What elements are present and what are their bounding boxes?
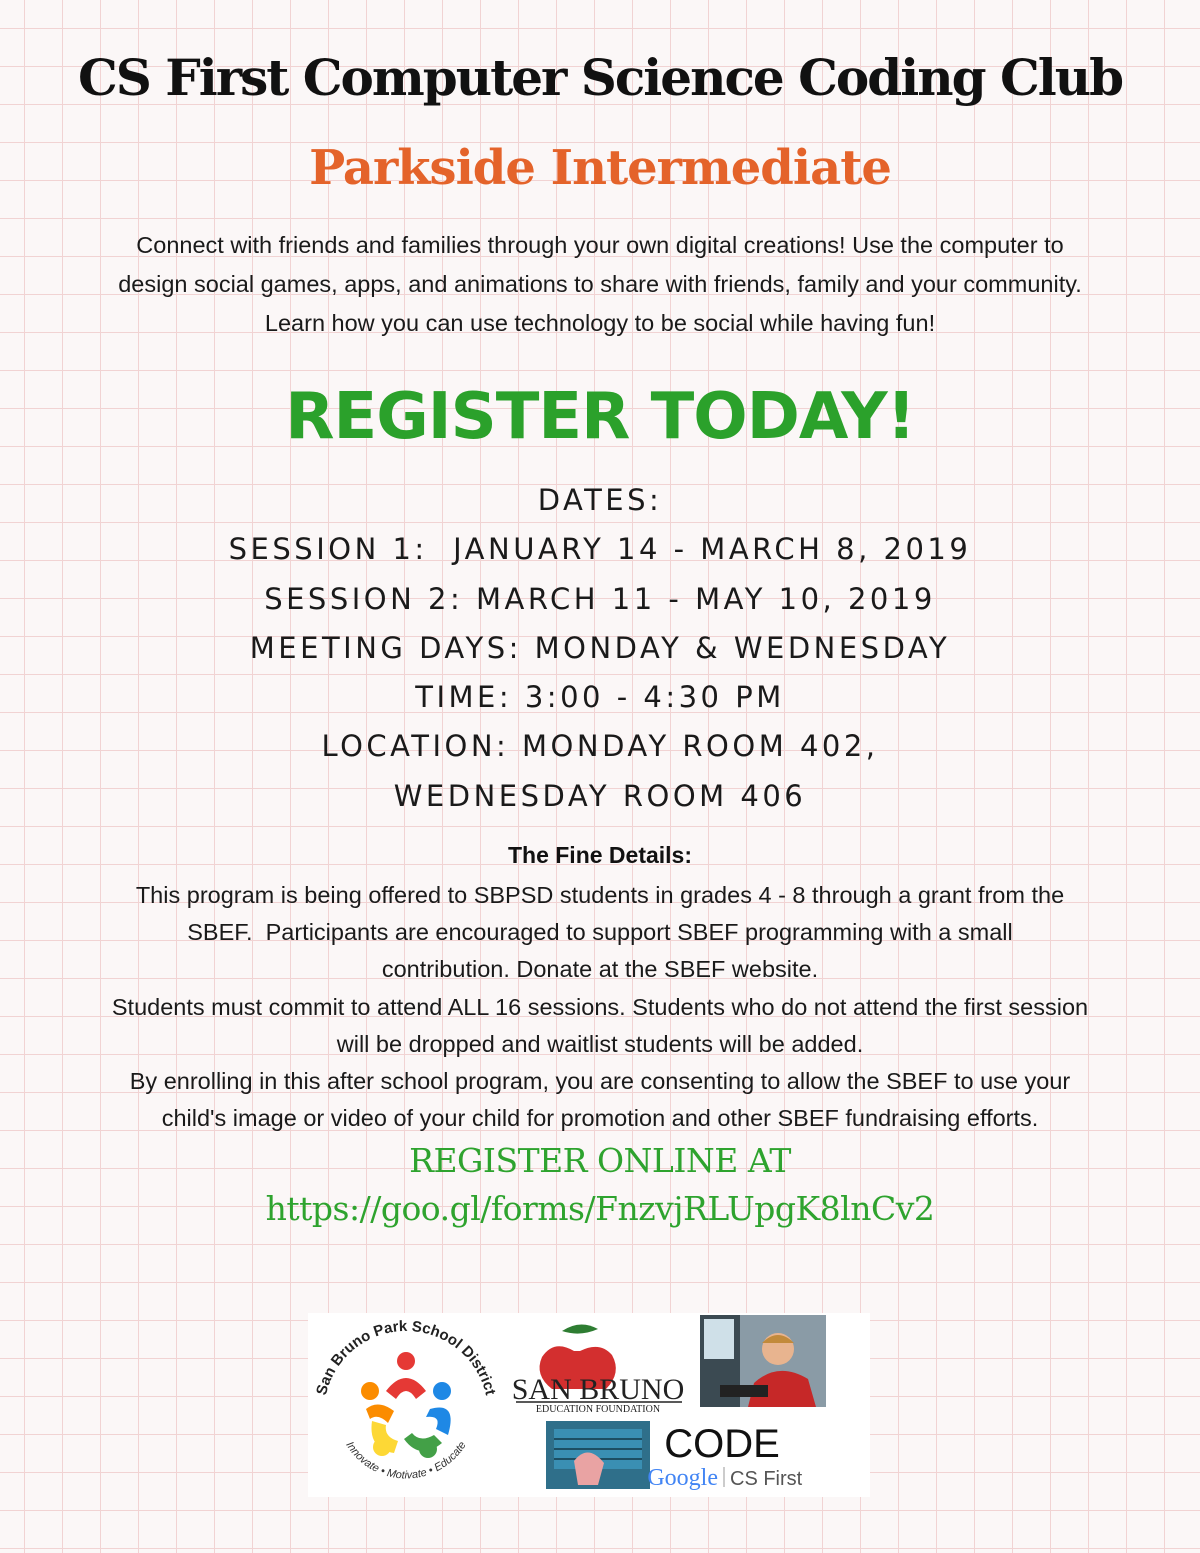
- session-2: SESSION 2: MARCH 11 - MAY 10, 2019: [264, 581, 936, 616]
- foundation-logo: [512, 1324, 685, 1415]
- fine-line: will be dropped and waitlist students will be added.: [336, 1030, 864, 1057]
- keyboard-photo: [546, 1421, 650, 1489]
- location-line-1: LOCATION: MONDAY ROOM 402,: [321, 729, 879, 764]
- foundation-name: SAN BRUNO: [511, 1373, 685, 1406]
- session-1: SESSION 1: JANUARY 14 - MARCH 8, 2019: [228, 532, 972, 567]
- district-motto: Innovate • Motivate • Educate: [343, 1439, 469, 1482]
- fine-details-text: [0, 877, 1200, 1137]
- fine-line: By enrolling in this after school program, you are consenting to allow the SBEF to use your: [129, 1068, 1071, 1095]
- google-cs-first-logo: [647, 1465, 802, 1491]
- fine-details-heading: The Fine Details:: [507, 842, 693, 868]
- intro-line: Learn how you can use technology to be social while having fun!: [264, 310, 936, 336]
- register-heading: REGISTER TODAY!: [285, 380, 915, 454]
- sponsor-logos: [308, 1313, 870, 1497]
- register-online-label: REGISTER ONLINE AT: [409, 1141, 791, 1180]
- intro-line: design social games, apps, and animations to share with friends, family and your community.: [118, 271, 1082, 297]
- district-logo: [313, 1318, 499, 1482]
- page-title: CS First Computer Science Coding Club: [77, 48, 1123, 107]
- cs-first-label: CS First: [730, 1468, 803, 1490]
- meeting-days: MEETING DAYS: MONDAY & WEDNESDAY: [249, 630, 951, 665]
- fine-line: SBEF. Participants are encouraged to support SBEF programming with a small: [187, 919, 1013, 946]
- district-ring-text: San Bruno Park School District: [313, 1317, 499, 1397]
- school-name: Parkside Intermediate: [309, 140, 891, 196]
- fine-line: This program is being offered to SBPSD students in grades 4 - 8 through a grant from the: [135, 882, 1065, 908]
- sponsor-logos-graphic: [308, 1313, 870, 1497]
- dates-label: DATES:: [537, 483, 663, 517]
- code-label: CODE: [664, 1422, 780, 1466]
- fine-line: child's image or video of your child for promotion and other SBEF fundraising efforts.: [161, 1105, 1039, 1132]
- apple-leaf-icon: [562, 1324, 598, 1333]
- foundation-subtitle: EDUCATION FOUNDATION: [535, 1404, 661, 1415]
- registration-block: [0, 1137, 1200, 1233]
- meeting-time: TIME: 3:00 - 4:30 PM: [415, 680, 785, 715]
- registration-link[interactable]: https://goo.gl/forms/FnzvjRLUpgK8lnCv2: [265, 1189, 935, 1228]
- fine-line: contribution. Donate at the SBEF website.: [381, 956, 819, 983]
- location-line-2: WEDNESDAY ROOM 406: [393, 778, 807, 813]
- intro-paragraph: [0, 226, 1200, 343]
- people-star-icon: [361, 1352, 451, 1458]
- intro-line: Connect with friends and families through your own digital creations! Use the computer to: [136, 232, 1064, 258]
- google-wordmark: Google: [647, 1465, 718, 1491]
- fine-line: Students must commit to attend ALL 16 sessions. Students who do not attend the first session: [111, 993, 1089, 1020]
- child-at-computer-photo: [700, 1315, 826, 1407]
- schedule-block: [0, 476, 1200, 821]
